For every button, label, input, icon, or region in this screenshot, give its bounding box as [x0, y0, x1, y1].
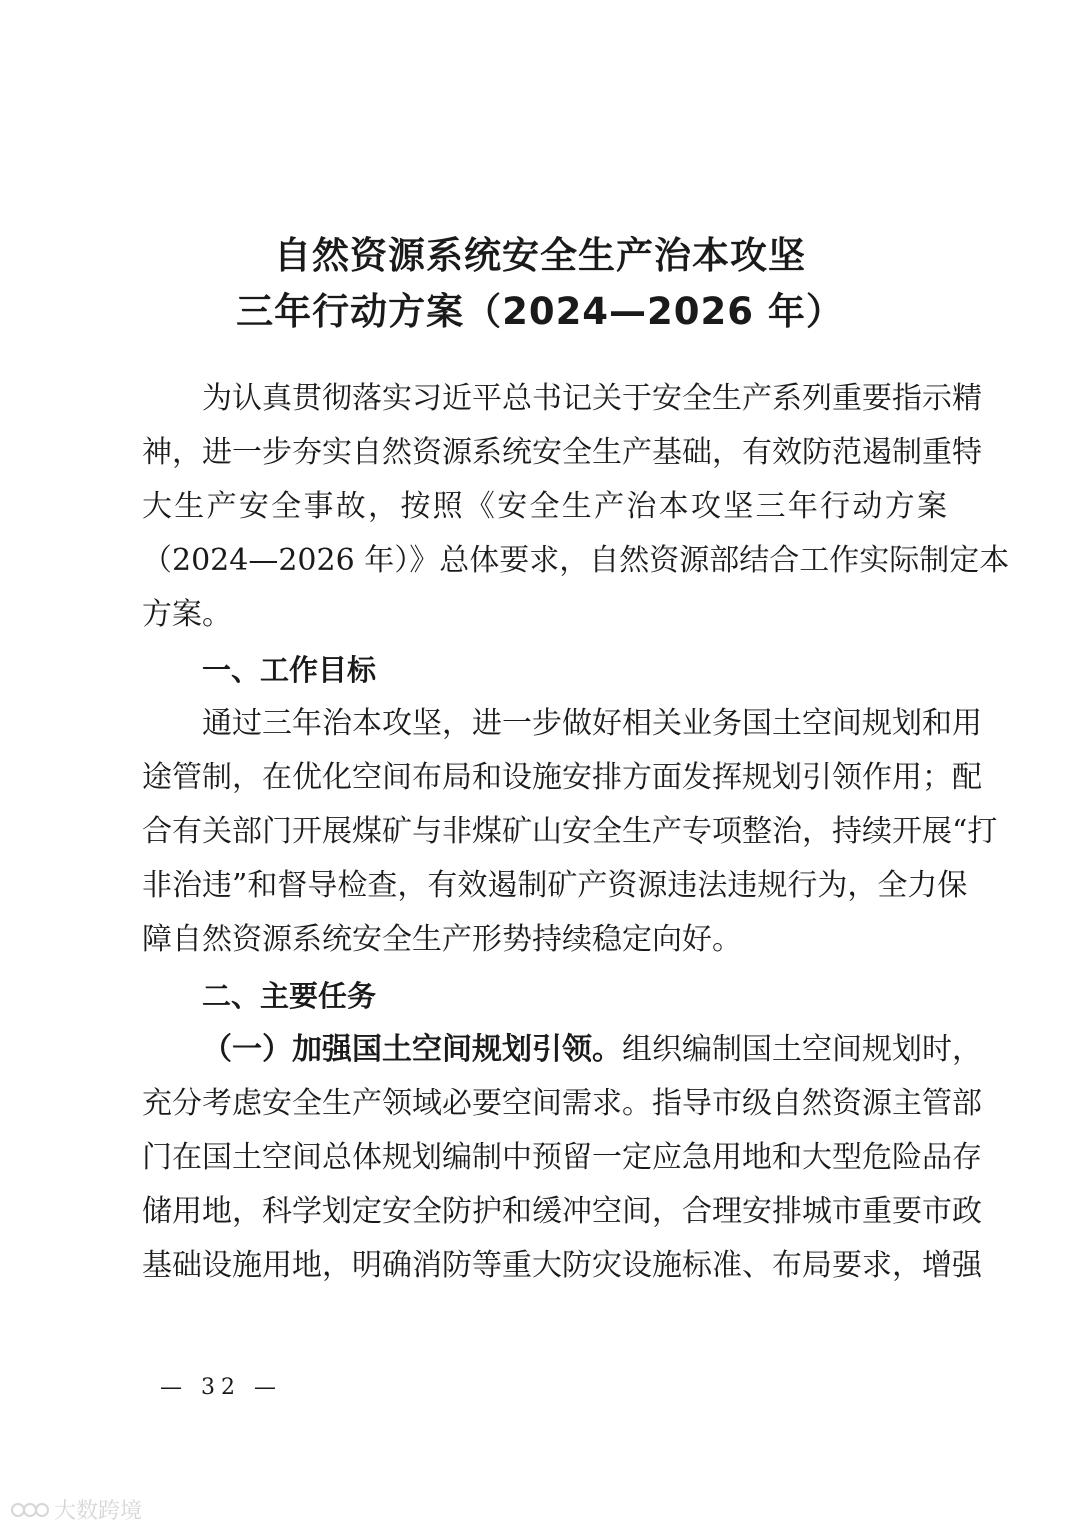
section2-line-5: 基础设施用地，明确消防等重大防灾设施标准、布局要求，增强 [142, 1248, 982, 1283]
document-title-line1: 自然资源系统安全生产治本攻坚 [274, 234, 806, 277]
section1-heading: 一、工作目标 [202, 653, 377, 687]
watermark-text: 大数跨境 [54, 1499, 143, 1524]
document-title-line2: 三年行动方案（2024—2026 年） [236, 290, 844, 333]
section2-item1-text: 组织编制国土空间规划时， [622, 1032, 982, 1067]
section1-line-3: 合有关部门开展煤矿与非煤矿山安全生产专项整治，持续开展“打 [142, 814, 998, 849]
intro-line-3: 大生产安全事故，按照《安全生产治本攻坚三年行动方案 [142, 489, 947, 524]
watermark [10, 1494, 142, 1525]
section2-line-4: 储用地，科学划定安全防护和缓冲空间，合理安排城市重要市政 [142, 1194, 982, 1229]
section2-line-2: 充分考虑安全生产领域必要空间需求。指导市级自然资源主管部 [142, 1086, 982, 1121]
page-number: — 32 — [160, 1375, 282, 1400]
intro-line-4: （2024—2026 年）》总体要求，自然资源部结合工作实际制定本 [142, 543, 1010, 578]
section2-item1-title: （一）加强国土空间规划引领。 [202, 1032, 622, 1067]
section2-line-1 [202, 1030, 982, 1070]
intro-line-1: 为认真贯彻落实习近平总书记关于安全生产系列重要指示精 [202, 381, 982, 416]
section1-line-2: 途管制，在优化空间布局和设施安排方面发挥规划引领作用；配 [142, 760, 982, 795]
section1-line-1: 通过三年治本攻坚，进一步做好相关业务国土空间规划和用 [202, 706, 982, 741]
intro-line-5: 方案。 [142, 597, 232, 632]
section2-heading: 二、主要任务 [202, 979, 377, 1013]
section1-line-4: 非治违”和督导检查，有效遏制矿产资源违法违规行为，全力保 [142, 868, 968, 903]
intro-line-2: 神，进一步夯实自然资源系统安全生产基础，有效防范遏制重特 [142, 435, 982, 470]
section1-line-5: 障自然资源系统安全生产形势持续稳定向好。 [142, 922, 742, 957]
watermark-logo-icon [10, 1498, 50, 1522]
section2-line-3: 门在国土空间总体规划编制中预留一定应急用地和大型危险品存 [142, 1140, 982, 1175]
